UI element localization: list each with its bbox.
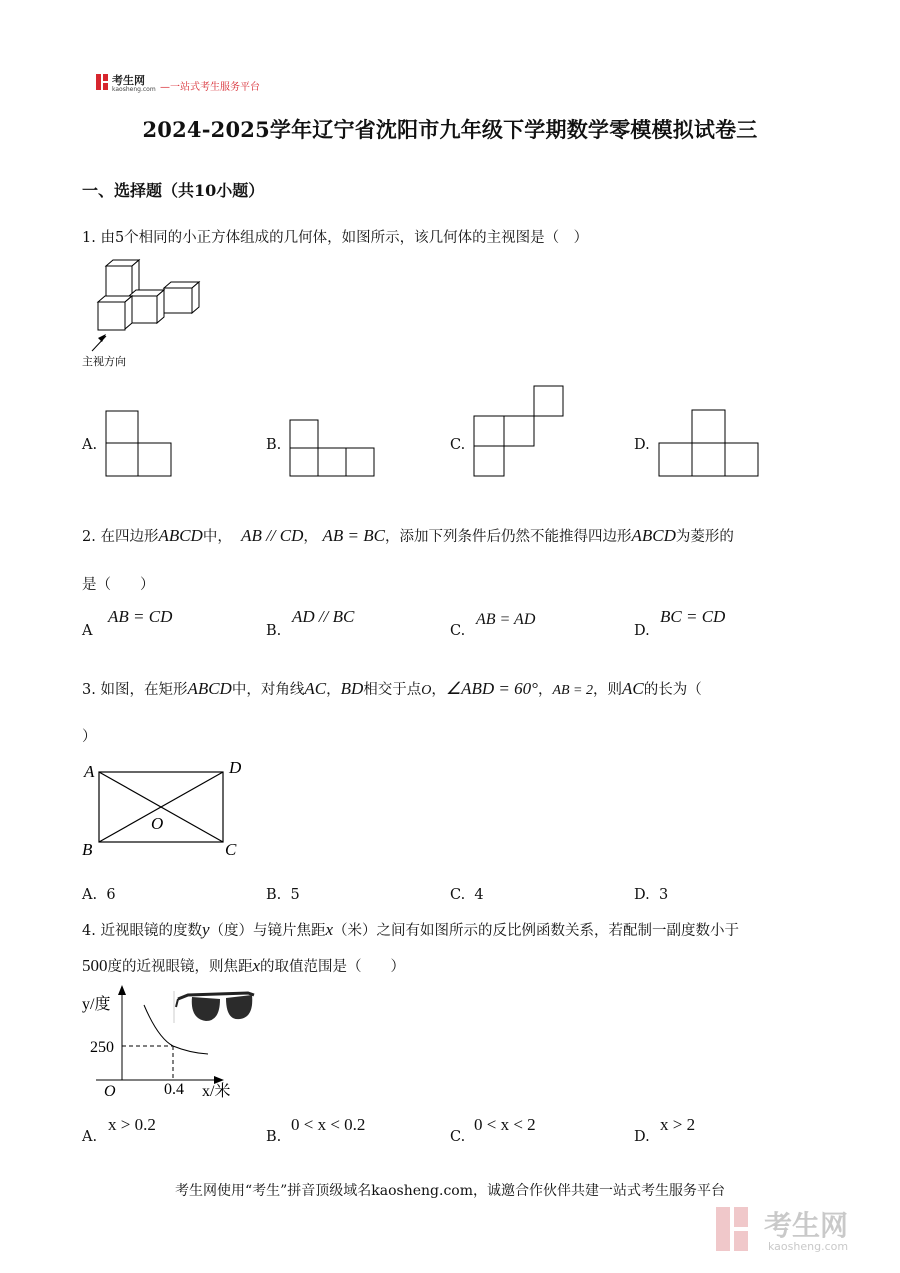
q4-line2-var: x [252, 956, 261, 975]
question-4-line2 [82, 956, 405, 977]
q4-option-a-label[interactable]: A. [82, 1129, 98, 1145]
q3-option-b[interactable] [266, 887, 300, 903]
question-2-line2: 是（ ） [82, 577, 155, 593]
watermark-domain: kaosheng.com [768, 1240, 849, 1253]
q2-number: 2. [82, 529, 96, 545]
q4-option-c-label[interactable]: C. [450, 1129, 466, 1145]
q2-var-2: AB // CD [241, 526, 304, 545]
graph-origin: O [104, 1083, 116, 1100]
q1-option-c-label[interactable]: C. [450, 437, 466, 453]
q2-option-c-expr[interactable]: AB = AD [476, 611, 536, 628]
question-3-text [82, 679, 702, 701]
vertex-c: C [225, 840, 237, 859]
direction-label: 主视方向 [82, 355, 126, 368]
page-footer: 考生网使用“考生”拼音顶级域名kaosheng.com，诚邀合作伙伴共建一站式考生服务平台 [174, 1183, 726, 1199]
q4-option-c-expr[interactable]: 0 < x < 2 [474, 1115, 536, 1134]
q1-option-d-label[interactable]: D. [634, 437, 650, 453]
q2-option-a-label[interactable]: A [82, 623, 93, 639]
vertex-a: A [84, 762, 95, 781]
q3-option-b-label: B. [266, 887, 282, 903]
section-heading: 一、选择题（共10小题） [82, 181, 265, 200]
q2-option-c-label[interactable]: C. [450, 623, 466, 639]
q3-option-d[interactable] [634, 887, 668, 903]
watermark-logo-icon [716, 1205, 756, 1253]
slogan-text: 一站式考生服务平台 [170, 82, 260, 93]
q4-number-500: 500 [82, 956, 108, 975]
q1-solid-figure [80, 256, 210, 371]
q4-line2-text-2: 的取值范围是（ ） [260, 959, 406, 975]
q1-option-b-figure[interactable] [289, 419, 377, 479]
q3-option-c-value: 4 [474, 887, 484, 903]
q4-text-1: 近视眼镜的度数 [100, 923, 202, 939]
q4-text-2: （度）与镜片焦距 [209, 923, 326, 939]
q4-option-b-label[interactable]: B. [266, 1129, 282, 1145]
q4-number: 4. [82, 923, 96, 939]
question-3-line2: ） [82, 729, 97, 745]
q3-var-4: O [421, 683, 432, 698]
q2-var-1: ABCD [158, 526, 203, 545]
q2-option-a-expr[interactable]: AB = CD [108, 607, 173, 626]
q3-var-3: BD [340, 679, 364, 698]
q1-option-a-label[interactable]: A. [82, 437, 98, 453]
sunglasses-icon [176, 993, 254, 1021]
q3-option-a-value: 6 [106, 887, 116, 903]
q3-number: 3. [82, 682, 96, 698]
vertex-b: B [82, 840, 93, 859]
graph-y-tick: 250 [90, 1039, 114, 1056]
q3-text-8: 的长为（ [643, 682, 702, 698]
q3-text-5: ， [431, 682, 446, 698]
q2-option-d-expr[interactable]: BC = CD [660, 607, 726, 626]
q4-inverse-function-graph [78, 983, 268, 1103]
center-o: O [151, 814, 164, 833]
q2-text-5: 为菱形的 [675, 529, 734, 545]
q2-text-2: 中， [202, 529, 232, 545]
q3-var-6: AB = 2 [552, 683, 593, 698]
q3-rectangle-figure [78, 756, 248, 862]
page-title: 2024-2025学年辽宁省沈阳市九年级下学期数学零模模拟试卷三 [142, 117, 758, 142]
q3-text-6: ， [537, 682, 553, 698]
q1-option-d-figure[interactable] [658, 409, 760, 479]
q3-var-1: ABCD [187, 679, 232, 698]
q1-option-b-label[interactable]: B. [266, 437, 282, 453]
watermark-name: 考生网 [764, 1209, 849, 1242]
q4-option-a-expr[interactable]: x > 0.2 [108, 1115, 156, 1134]
graph-x-label: x/米 [202, 1083, 231, 1100]
q3-option-b-value: 5 [290, 887, 300, 903]
q2-var-3: AB = BC [322, 526, 385, 545]
q4-var-1: y [201, 920, 210, 939]
q3-option-d-label: D. [634, 887, 650, 903]
q3-option-a[interactable] [82, 887, 116, 903]
q4-text-3: （米）之间有如图所示的反比例函数关系，若配制一副度数小于 [333, 923, 740, 939]
q3-text-4: 相交于点 [363, 682, 422, 698]
logo-domain: kaosheng.com [112, 86, 156, 93]
q1-option-a-figure[interactable] [105, 410, 173, 478]
q3-text-2: 中，对角线 [231, 682, 305, 698]
logo-name: 考生网 [112, 74, 145, 87]
q2-text-1: 在四边形 [100, 529, 159, 545]
q1-option-c-figure[interactable] [473, 385, 565, 479]
vertex-d: D [229, 758, 242, 777]
q3-option-c[interactable] [450, 887, 484, 903]
q4-var-2: x [325, 920, 334, 939]
question-1-text: 1. 由5个相同的小正方体组成的几何体，如图所示，该几何体的主视图是（ ） [82, 230, 589, 246]
q2-text-3: ， [303, 529, 318, 545]
q4-option-d-label[interactable]: D. [634, 1129, 650, 1145]
q3-option-d-value: 3 [658, 887, 669, 903]
graph-x-tick: 0.4 [164, 1081, 184, 1098]
q2-text-4: ，添加下列条件后仍然不能推得四边形 [384, 529, 632, 545]
q2-option-d-label[interactable]: D. [634, 623, 650, 639]
graph-y-label: y/度 [82, 996, 111, 1013]
logo-slogan: —一站式考生服务平台 [160, 82, 260, 93]
q3-var-7: AC [622, 679, 644, 698]
question-4-text [82, 920, 739, 941]
q3-text-3: ， [326, 682, 341, 698]
q3-var-2: AC [304, 679, 327, 698]
q3-text-7: ，则 [593, 682, 622, 698]
q4-line2-text-1: 度的近视眼镜，则焦距 [107, 959, 253, 975]
q3-option-a-label: A. [82, 887, 98, 903]
q3-text-1: 如图，在矩形 [100, 682, 188, 698]
q2-option-b-label[interactable]: B. [266, 623, 282, 639]
q3-var-5: ∠ABD = 60° [445, 679, 538, 698]
q2-var-4: ABCD [631, 526, 676, 545]
q2-option-b-expr[interactable]: AD // BC [292, 607, 355, 626]
question-2-text [82, 526, 734, 547]
q3-option-c-label: C. [450, 887, 466, 903]
q4-option-d-expr[interactable]: x > 2 [660, 1115, 696, 1134]
q4-option-b-expr[interactable]: 0 < x < 0.2 [291, 1115, 366, 1134]
